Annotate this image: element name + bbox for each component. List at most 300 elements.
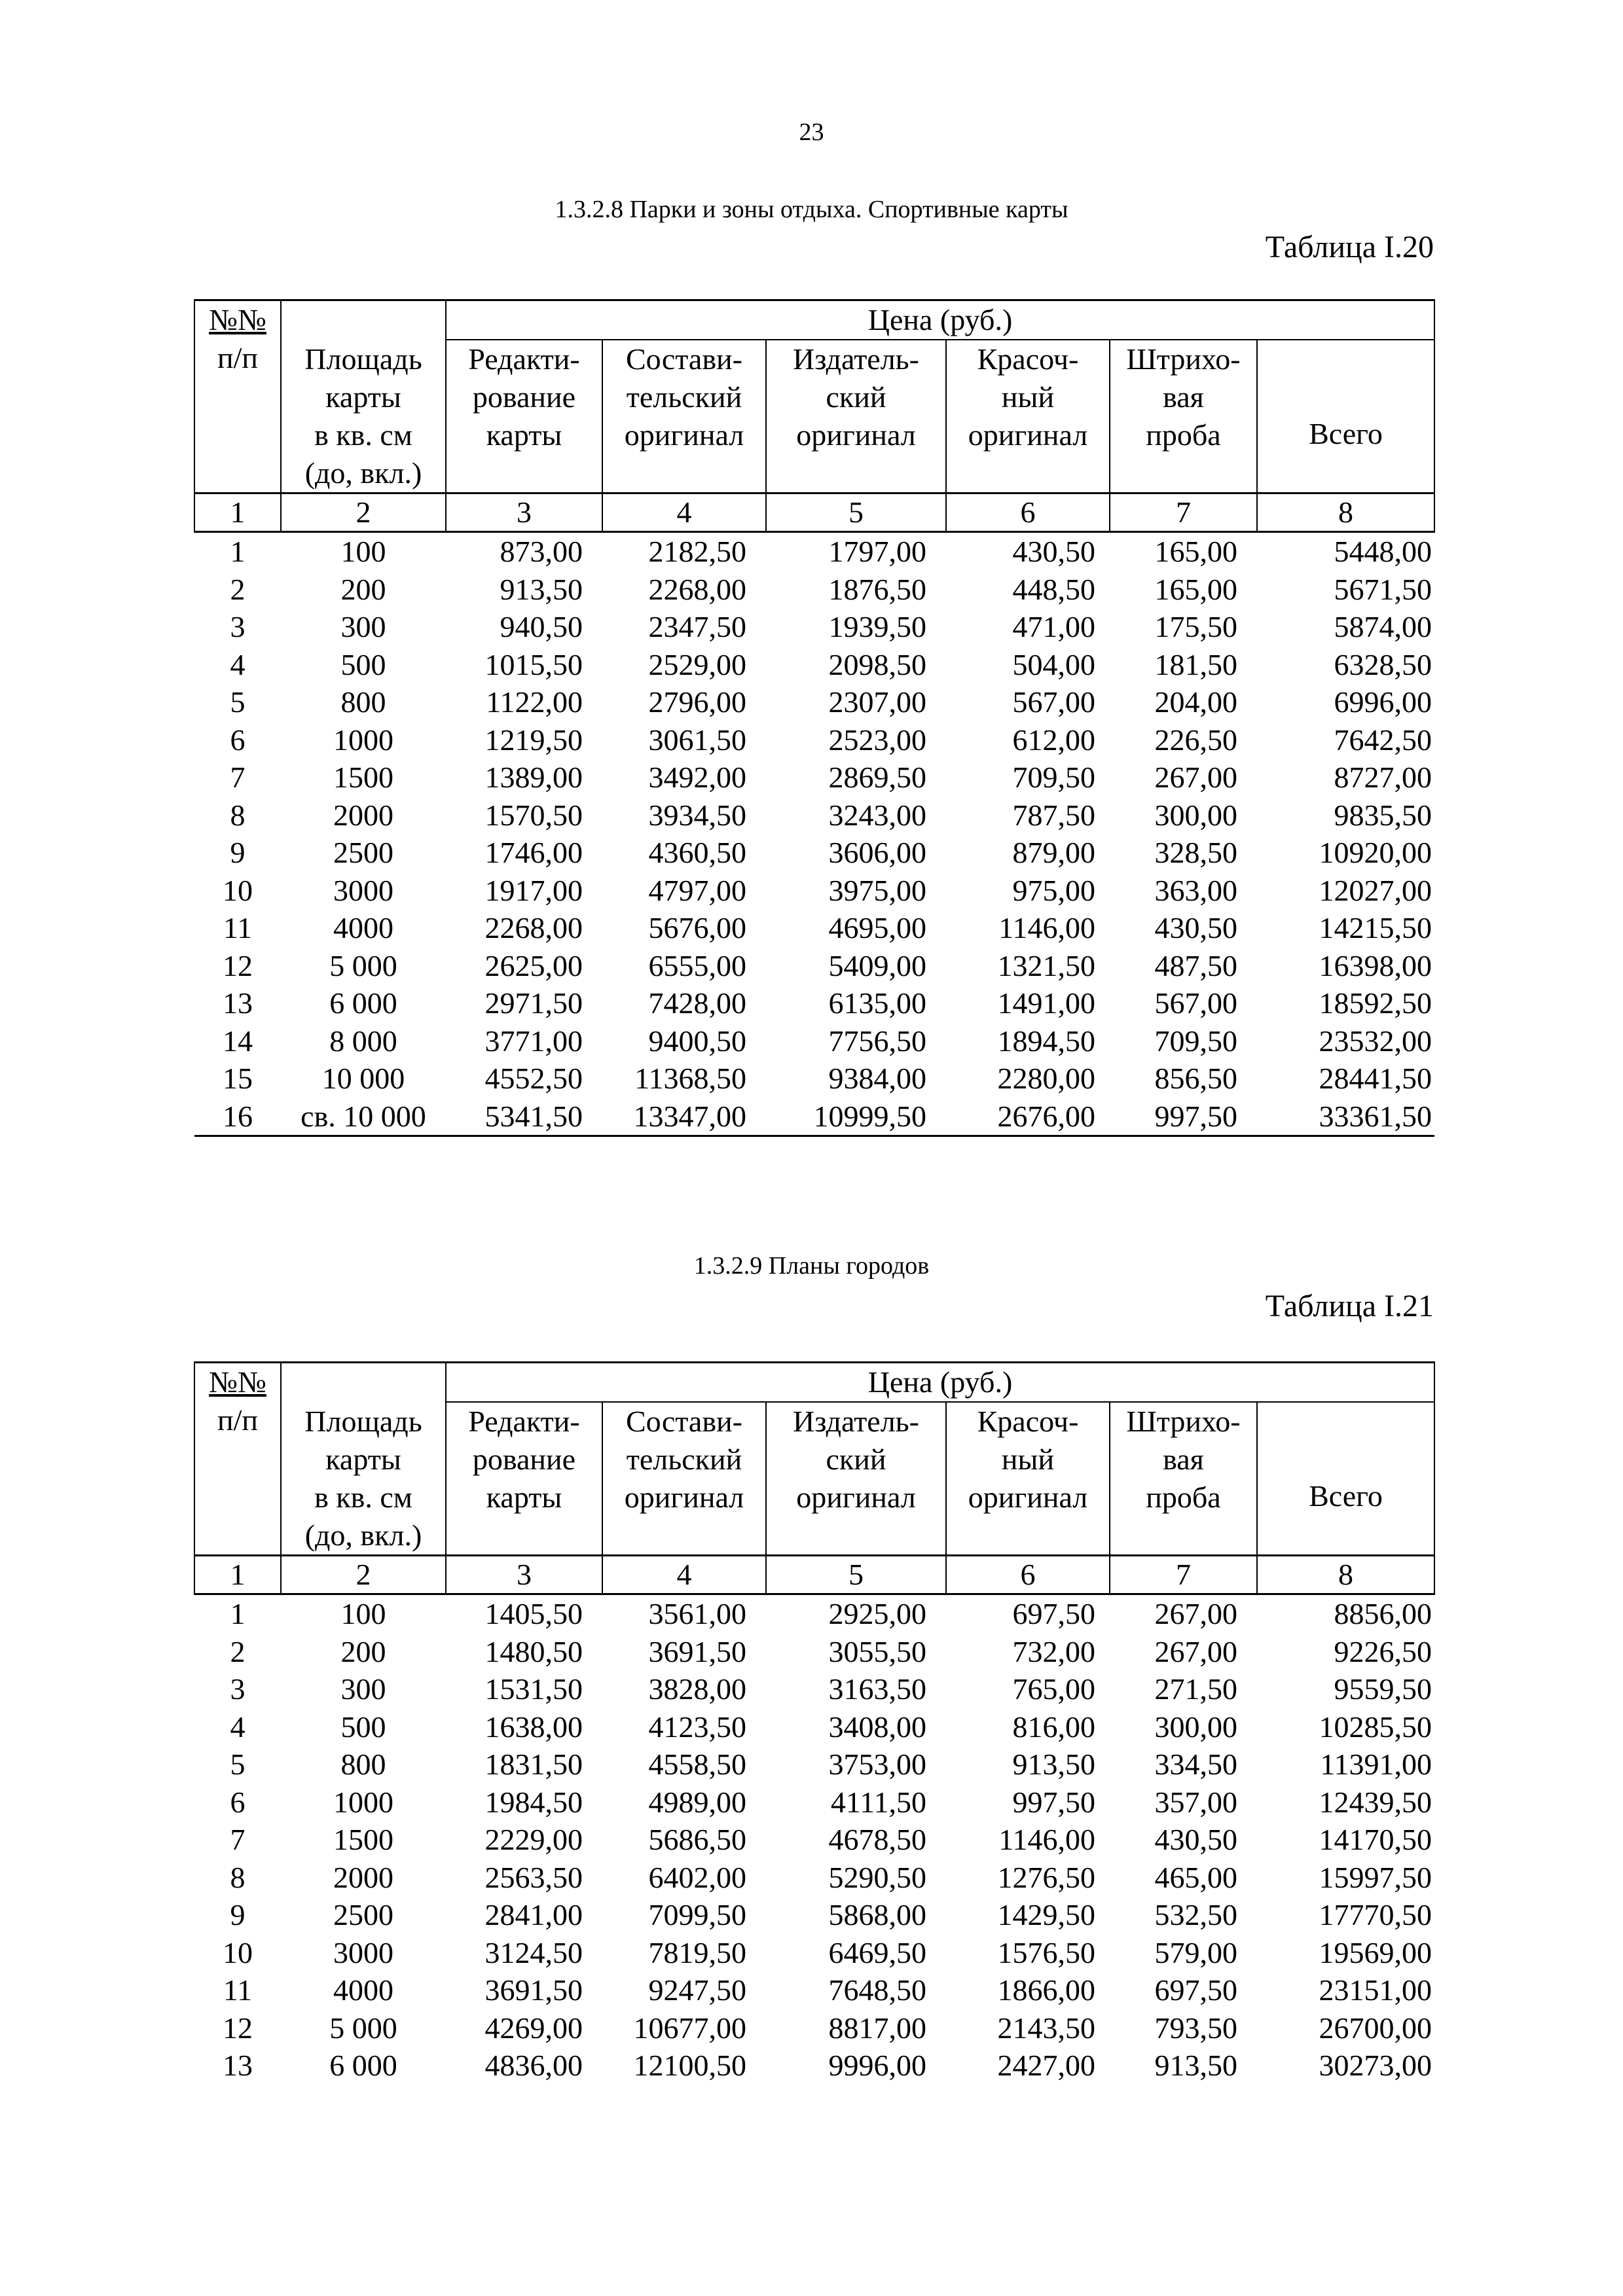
row-number: 1: [230, 535, 246, 568]
total-price: 8727,00: [1334, 761, 1432, 794]
header-area-line: Площадь: [304, 1405, 422, 1438]
header-num-label-2: п/п: [217, 1403, 258, 1437]
row-number: 10: [223, 1935, 253, 1969]
header-line: Состави-: [626, 342, 742, 376]
publisher-original-price: 3606,00: [828, 836, 926, 869]
header-line: оригинал: [624, 1480, 744, 1515]
line-proof-price: 913,50: [1154, 2049, 1237, 2082]
total-price: 23532,00: [1319, 1024, 1432, 1058]
table-row: [194, 1633, 1434, 1671]
editing-price: 940,50: [500, 610, 583, 643]
header-line: Красоч-: [977, 1405, 1079, 1439]
color-original-price: 765,00: [1012, 1672, 1095, 1706]
line-proof-price: 430,50: [1154, 911, 1237, 944]
total-price: 26700,00: [1319, 2011, 1432, 2045]
line-proof-price: 579,00: [1154, 1935, 1237, 1969]
table-row: [194, 1060, 1434, 1098]
map-area: 1500: [333, 761, 393, 794]
table-row: [194, 947, 1434, 985]
compiler-original-price: 4360,50: [648, 836, 746, 869]
line-proof-price: 271,50: [1154, 1672, 1237, 1706]
header-line: Штрихо-: [1126, 1405, 1241, 1439]
header-line: ный: [1001, 380, 1055, 414]
publisher-original-price: 5409,00: [828, 948, 926, 982]
row-number: 12: [223, 948, 253, 982]
color-original-price: 2676,00: [946, 1098, 1110, 1136]
header-line: рование: [472, 1443, 576, 1477]
total-price: 19569,00: [1319, 1935, 1432, 1969]
publisher-original-price: 2307,00: [828, 685, 926, 719]
row-number: 9: [230, 1898, 246, 1931]
header-line: тельский: [626, 1443, 742, 1477]
line-proof-price: 997,50: [1110, 1098, 1257, 1136]
row-number: 10: [223, 873, 253, 907]
compiler-original-price: 2268,00: [648, 572, 746, 606]
color-original-price: 1894,50: [997, 1024, 1095, 1058]
col-number: 6: [946, 493, 1110, 532]
map-area: 1500: [333, 1823, 393, 1856]
total-price: 30273,00: [1319, 2049, 1432, 2082]
publisher-original-price: 3243,00: [828, 798, 926, 832]
table-row: [194, 1098, 1434, 1136]
table-row: [194, 759, 1434, 797]
publisher-original-price: 7756,50: [828, 1024, 926, 1058]
line-proof-price: 165,00: [1154, 535, 1237, 568]
line-proof-price: 328,50: [1154, 836, 1237, 869]
compiler-original-price: 11368,50: [634, 1062, 746, 1095]
col-number: 3: [446, 1556, 602, 1594]
row-number: 16: [194, 1098, 281, 1136]
col-number: 2: [281, 493, 446, 532]
line-proof-price: 334,50: [1154, 1748, 1237, 1781]
publisher-original-price: 3055,50: [828, 1634, 926, 1668]
table-row: [194, 1708, 1434, 1746]
map-area: 5 000: [329, 948, 397, 982]
table-label-1: Таблица I.20: [1265, 230, 1434, 264]
header-line: рование: [472, 380, 576, 414]
header-line: Издатель-: [793, 342, 919, 376]
header-total: Всего: [1257, 340, 1434, 493]
header-area-line: (до, вкл.): [304, 456, 422, 490]
header-compiler-original: [602, 1402, 766, 1555]
compiler-original-price: 4123,50: [648, 1710, 746, 1744]
publisher-original-price: 3408,00: [828, 1710, 926, 1744]
color-original-price: 732,00: [1012, 1634, 1095, 1668]
line-proof-price: 204,00: [1154, 685, 1237, 719]
total-price: 5874,00: [1334, 610, 1432, 643]
header-price-group: Цена (руб.): [446, 1363, 1434, 1403]
page-number: 23: [799, 118, 824, 146]
header-publisher-original: [766, 340, 946, 493]
table-row: [194, 532, 1434, 571]
header-line-proof: [1110, 1402, 1257, 1555]
line-proof-price: 357,00: [1154, 1785, 1237, 1819]
table-row: [194, 683, 1434, 721]
header-color-original: [946, 340, 1110, 493]
header-line: ский: [826, 380, 886, 414]
map-area: 800: [340, 685, 386, 719]
color-original-price: 709,50: [1012, 761, 1095, 794]
col-number: 8: [1257, 1556, 1434, 1594]
total-price: 8856,00: [1334, 1597, 1432, 1630]
map-area: 200: [340, 572, 386, 606]
header-line: проба: [1146, 418, 1221, 452]
publisher-original-price: 1876,50: [828, 572, 926, 606]
editing-price: 2229,00: [484, 1823, 583, 1856]
table-row: [194, 1971, 1434, 2009]
publisher-original-price: 5868,00: [828, 1898, 926, 1931]
editing-price: 4836,00: [484, 2049, 583, 2082]
editing-price: 1570,50: [484, 798, 583, 832]
line-proof-price: 267,00: [1154, 761, 1237, 794]
table-row: [194, 646, 1434, 684]
table-row: [194, 1934, 1434, 1972]
header-line: Издатель-: [793, 1405, 919, 1439]
header-line: Штрихо-: [1126, 342, 1241, 376]
color-original-price: 1866,00: [997, 1973, 1095, 2007]
header-row-number: [194, 300, 281, 493]
row-number: 1: [230, 1597, 246, 1630]
line-proof-price: 793,50: [1154, 2011, 1237, 2045]
line-proof-price: 856,50: [1154, 1062, 1237, 1095]
editing-price: 1638,00: [484, 1710, 583, 1744]
total-price: 15997,50: [1319, 1860, 1432, 1894]
row-number: 13: [223, 986, 253, 1020]
col-number: 2: [281, 1556, 446, 1594]
header-area-line: Площадь: [304, 342, 422, 376]
publisher-original-price: 7648,50: [828, 1973, 926, 2007]
table-row: [194, 2047, 1434, 2085]
map-area: 100: [340, 1597, 386, 1630]
publisher-original-price: 2869,50: [828, 761, 926, 794]
compiler-original-price: 2347,50: [648, 610, 746, 643]
map-area: 2500: [333, 1898, 393, 1931]
total-price: 9226,50: [1334, 1634, 1432, 1668]
table-row: [194, 1022, 1434, 1060]
total-price: 10920,00: [1319, 836, 1432, 869]
col-number: 8: [1257, 493, 1434, 532]
header-area-line: (до, вкл.): [304, 1518, 422, 1552]
color-original-price: 913,50: [1012, 1748, 1095, 1781]
header-line: Редакти-: [468, 1405, 580, 1439]
map-area: 100: [340, 535, 386, 568]
col-number: 3: [446, 493, 602, 532]
col-number: 4: [602, 493, 766, 532]
header-line: карты: [486, 418, 562, 452]
map-area: 200: [340, 1634, 386, 1668]
compiler-original-price: 5686,50: [648, 1823, 746, 1856]
publisher-original-price: 5290,50: [828, 1860, 926, 1894]
editing-price: 4552,50: [484, 1062, 583, 1095]
col-number: 5: [766, 493, 946, 532]
table-1-body: [194, 532, 1434, 1136]
header-line: вая: [1163, 380, 1204, 414]
color-original-price: 1321,50: [997, 948, 1095, 982]
header-color-original: [946, 1402, 1110, 1555]
table-row: [194, 872, 1434, 910]
row-number: 2: [230, 572, 246, 606]
compiler-original-price: 9247,50: [648, 1973, 746, 2007]
publisher-original-price: 4695,00: [828, 911, 926, 944]
compiler-original-price: 4558,50: [648, 1748, 746, 1781]
color-original-price: 567,00: [1012, 685, 1095, 719]
header-line: карты: [486, 1480, 562, 1515]
line-proof-price: 175,50: [1154, 610, 1237, 643]
compiler-original-price: 3691,50: [648, 1634, 746, 1668]
map-area: 800: [340, 1748, 386, 1781]
editing-price: 3771,00: [484, 1024, 583, 1058]
editing-price: 1746,00: [484, 836, 583, 869]
compiler-original-price: 4797,00: [648, 873, 746, 907]
header-area: [281, 1363, 446, 1556]
compiler-original-price: 5676,00: [648, 911, 746, 944]
row-number: 12: [223, 2011, 253, 2045]
header-row-number: [194, 1363, 281, 1556]
editing-price: 4269,00: [484, 2011, 583, 2045]
row-number: 13: [223, 2049, 253, 2082]
publisher-original-price: 4111,50: [830, 1785, 926, 1819]
row-number: 15: [223, 1062, 253, 1095]
table-row: [194, 1896, 1434, 1934]
header-line: ский: [826, 1443, 886, 1477]
publisher-original-price: 2925,00: [828, 1597, 926, 1630]
header-total: Всего: [1257, 1402, 1434, 1555]
map-area: 2000: [333, 798, 393, 832]
col-number: 7: [1110, 493, 1257, 532]
table-row: [194, 721, 1434, 759]
line-proof-price: 181,50: [1154, 647, 1237, 681]
line-proof-price: 165,00: [1154, 572, 1237, 606]
editing-price: 913,50: [500, 572, 583, 606]
table-row: [194, 1859, 1434, 1897]
line-proof-price: 709,50: [1154, 1024, 1237, 1058]
map-area: 6 000: [329, 986, 397, 1020]
compiler-original-price: 13347,00: [602, 1098, 766, 1136]
line-proof-price: 226,50: [1154, 723, 1237, 757]
map-area: 1000: [333, 1785, 393, 1819]
color-original-price: 1146,00: [998, 1823, 1095, 1856]
line-proof-price: 697,50: [1154, 1973, 1237, 2007]
color-original-price: 816,00: [1012, 1710, 1095, 1744]
row-number: 11: [223, 1973, 253, 2007]
compiler-original-price: 7819,50: [648, 1935, 746, 1969]
row-number: 8: [230, 1860, 246, 1894]
total-price: 14170,50: [1319, 1823, 1432, 1856]
row-number: 3: [230, 610, 246, 643]
col-number: 7: [1110, 1556, 1257, 1594]
header-num-label-2: п/п: [217, 341, 258, 374]
row-number: 3: [230, 1672, 246, 1706]
editing-price: 1389,00: [484, 761, 583, 794]
row-number: 5: [230, 1748, 246, 1781]
header-line: оригинал: [796, 1480, 916, 1515]
editing-price: 2625,00: [484, 948, 583, 982]
header-editing: [446, 340, 602, 493]
price-table-1: [194, 299, 1435, 1137]
compiler-original-price: 2796,00: [648, 685, 746, 719]
total-price: 11391,00: [1320, 1748, 1432, 1781]
row-number: 4: [230, 1710, 246, 1744]
total-price: 7642,50: [1334, 723, 1432, 757]
header-area-line: в кв. см: [314, 1480, 412, 1514]
col-number: 1: [194, 493, 281, 532]
total-price: 28441,50: [1319, 1062, 1432, 1095]
row-number: 6: [230, 1785, 246, 1819]
header-price-group: Цена (руб.): [446, 300, 1434, 340]
editing-price: 1219,50: [484, 723, 583, 757]
compiler-original-price: 9400,50: [648, 1024, 746, 1058]
compiler-original-price: 3561,00: [648, 1597, 746, 1630]
header-line: Редакти-: [468, 342, 580, 376]
header-area-line: карты: [325, 380, 401, 414]
header-editing: [446, 1402, 602, 1555]
color-original-price: 2427,00: [997, 2049, 1095, 2082]
compiler-original-price: 3061,50: [648, 723, 746, 757]
total-price: 9559,50: [1334, 1672, 1432, 1706]
publisher-original-price: 4678,50: [828, 1823, 926, 1856]
map-area: 5 000: [329, 2011, 397, 2045]
editing-price: 5341,50: [446, 1098, 602, 1136]
total-price: 10285,50: [1319, 1710, 1432, 1744]
compiler-original-price: 3828,00: [648, 1672, 746, 1706]
editing-price: 2971,50: [484, 986, 583, 1020]
total-price: 6996,00: [1334, 685, 1432, 719]
row-number: 4: [230, 647, 246, 681]
total-price: 23151,00: [1319, 1973, 1432, 2007]
publisher-original-price: 6469,50: [828, 1935, 926, 1969]
header-area-line: в кв. см: [314, 418, 412, 452]
table-row: [194, 571, 1434, 609]
publisher-original-price: 8817,00: [828, 2011, 926, 2045]
line-proof-price: 487,50: [1154, 948, 1237, 982]
header-line: оригинал: [796, 418, 916, 452]
table-row: [194, 984, 1434, 1022]
line-proof-price: 267,00: [1154, 1634, 1237, 1668]
total-price: 12027,00: [1319, 873, 1432, 907]
color-original-price: 1146,00: [998, 911, 1095, 944]
total-price: 6328,50: [1334, 647, 1432, 681]
compiler-original-price: 3492,00: [648, 761, 746, 794]
compiler-original-price: 12100,50: [633, 2049, 746, 2082]
editing-price: 2841,00: [484, 1898, 583, 1931]
table-label-2: Таблица I.21: [1265, 1289, 1434, 1323]
publisher-original-price: 9996,00: [828, 2049, 926, 2082]
publisher-original-price: 9384,00: [828, 1062, 926, 1095]
map-area: 500: [340, 1710, 386, 1744]
compiler-original-price: 4989,00: [648, 1785, 746, 1819]
line-proof-price: 567,00: [1154, 986, 1237, 1020]
header-area-line: карты: [325, 1443, 401, 1476]
publisher-original-price: 3975,00: [828, 873, 926, 907]
compiler-original-price: 6402,00: [648, 1860, 746, 1894]
table-row: [194, 2009, 1434, 2047]
row-number: 5: [230, 685, 246, 719]
line-proof-price: 532,50: [1154, 1898, 1237, 1931]
editing-price: 2268,00: [484, 911, 583, 944]
header-line: оригинал: [968, 418, 1088, 452]
header-num-label: №№: [209, 303, 266, 336]
col-number: 1: [194, 1556, 281, 1594]
compiler-original-price: 10677,00: [633, 2011, 746, 2045]
compiler-original-price: 7099,50: [648, 1898, 746, 1931]
map-area: 1000: [333, 723, 393, 757]
table-row: [194, 1784, 1434, 1821]
map-area: 300: [340, 610, 386, 643]
publisher-original-price: 1939,50: [828, 610, 926, 643]
line-proof-price: 430,50: [1154, 1823, 1237, 1856]
header-line: тельский: [626, 380, 742, 414]
line-proof-price: 300,00: [1154, 798, 1237, 832]
header-line: Состави-: [626, 1405, 742, 1439]
table-row: [194, 1821, 1434, 1859]
map-area: св. 10 000: [281, 1098, 446, 1136]
publisher-original-price: 3163,50: [828, 1672, 926, 1706]
header-line: проба: [1146, 1480, 1221, 1515]
map-area: 3000: [333, 1935, 393, 1969]
editing-price: 1122,00: [486, 685, 583, 719]
map-area: 8 000: [329, 1024, 397, 1058]
row-number: 7: [230, 1823, 246, 1856]
publisher-original-price: 10999,50: [766, 1098, 946, 1136]
row-number: 2: [230, 1634, 246, 1668]
map-area: 6 000: [329, 2049, 397, 2082]
table-row: [194, 1670, 1434, 1708]
compiler-original-price: 2182,50: [648, 535, 746, 568]
color-original-price: 471,00: [1012, 610, 1095, 643]
color-original-price: 1429,50: [997, 1898, 1095, 1931]
color-original-price: 879,00: [1012, 836, 1095, 869]
table-row: [194, 608, 1434, 646]
editing-price: 1984,50: [484, 1785, 583, 1819]
row-number: 11: [223, 911, 253, 944]
publisher-original-price: 2098,50: [828, 647, 926, 681]
compiler-original-price: 7428,00: [648, 986, 746, 1020]
color-original-price: 1491,00: [997, 986, 1095, 1020]
color-original-price: 448,50: [1012, 572, 1095, 606]
color-original-price: 2280,00: [997, 1062, 1095, 1095]
total-price: 5448,00: [1334, 535, 1432, 568]
compiler-original-price: 3934,50: [648, 798, 746, 832]
color-original-price: 997,50: [1012, 1785, 1095, 1819]
publisher-original-price: 1797,00: [828, 535, 926, 568]
editing-price: 1531,50: [484, 1672, 583, 1706]
compiler-original-price: 2529,00: [648, 647, 746, 681]
editing-price: 2563,50: [484, 1860, 583, 1894]
total-price: 14215,50: [1319, 911, 1432, 944]
header-publisher-original: [766, 1402, 946, 1555]
total-price: 18592,50: [1319, 986, 1432, 1020]
row-number: 8: [230, 798, 246, 832]
header-line: Красоч-: [977, 342, 1079, 376]
col-number: 5: [766, 1556, 946, 1594]
row-number: 14: [223, 1024, 253, 1058]
header-line: оригинал: [968, 1480, 1088, 1515]
header-line: ный: [1001, 1443, 1055, 1477]
header-line: оригинал: [624, 418, 744, 452]
header-line: вая: [1163, 1443, 1204, 1477]
map-area: 4000: [333, 911, 393, 944]
header-num-label: №№: [209, 1365, 266, 1399]
section-title-1: 1.3.2.8 Парки и зоны отдыха. Спортивные карты: [555, 196, 1068, 223]
compiler-original-price: 6555,00: [648, 948, 746, 982]
table-2-body: [194, 1594, 1434, 2085]
header-line-proof: [1110, 340, 1257, 493]
total-price: 9835,50: [1334, 798, 1432, 832]
total-price: 16398,00: [1319, 948, 1432, 982]
price-table-2: [194, 1361, 1435, 2085]
publisher-original-price: 6135,00: [828, 986, 926, 1020]
publisher-original-price: 3753,00: [828, 1748, 926, 1781]
